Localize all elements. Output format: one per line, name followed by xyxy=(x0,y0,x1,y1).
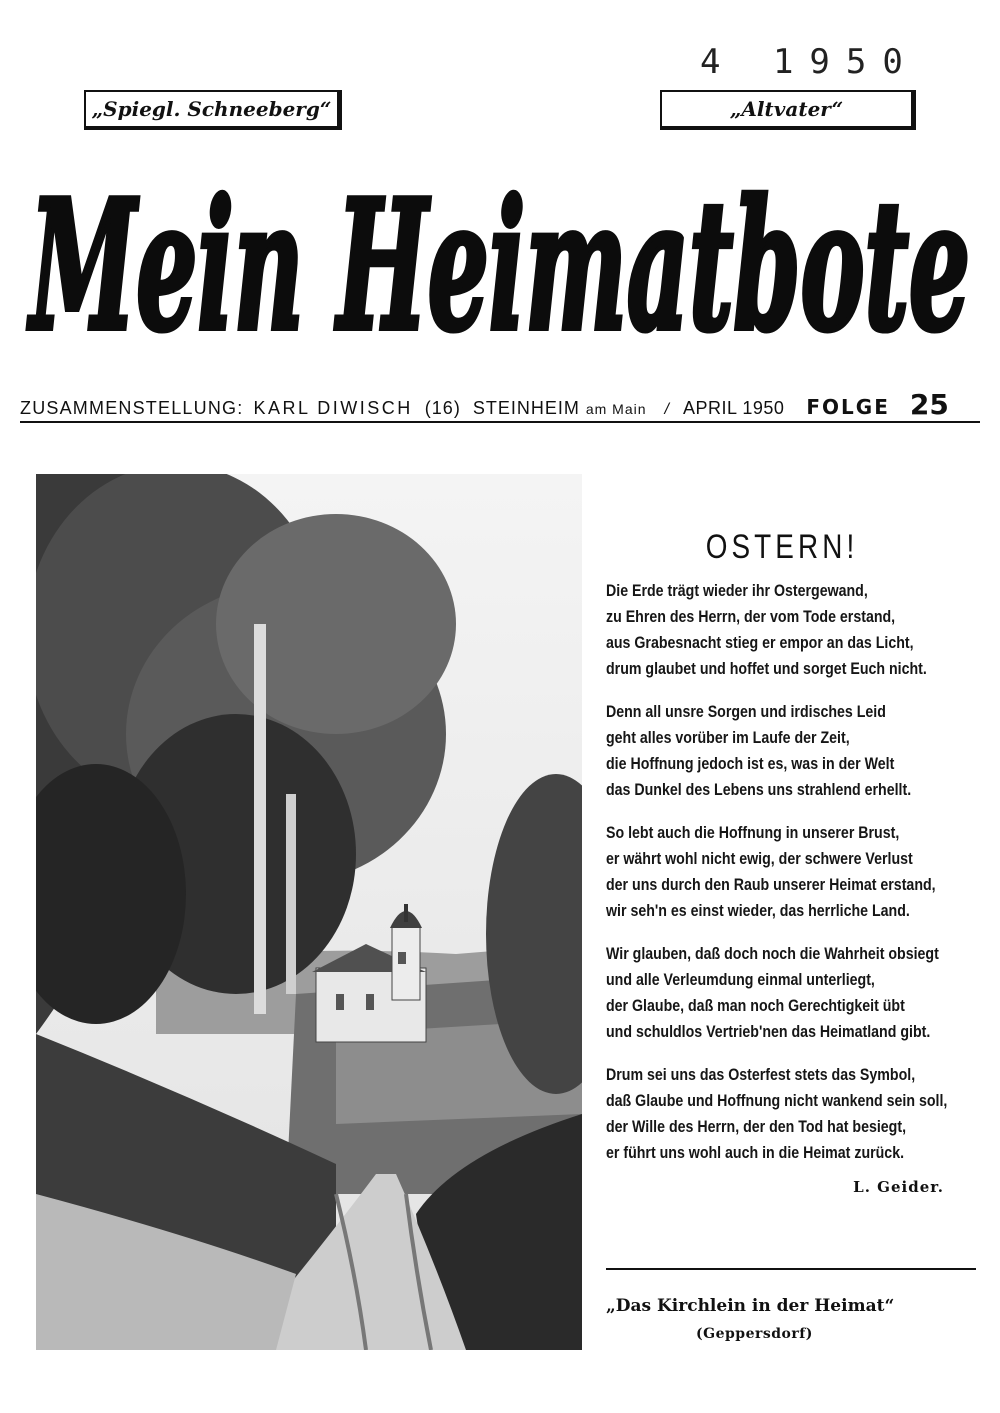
church-photograph xyxy=(36,474,582,1350)
poem-line: wir seh'n es einst wieder, das herrliche Land. xyxy=(606,902,910,920)
poem-line: Denn all unsre Sorgen und irdisches Leid xyxy=(606,703,886,721)
poem-line: So lebt auch die Hoffnung in unserer Brust, xyxy=(606,824,900,842)
issue-label: FOLGE xyxy=(806,395,890,419)
poem-line: Die Erde trägt wieder ihr Ostergewand, xyxy=(606,582,868,600)
poem-title: OSTERN! xyxy=(705,528,859,566)
poem-line: daß Glaube und Hoffnung nicht wankend sein soll, xyxy=(606,1092,948,1110)
right-region-box: „Altvater“ xyxy=(660,90,916,130)
poem-line: er währt wohl nicht ewig, der schwere Verlust xyxy=(606,850,913,868)
poem-line: und schuldlos Vertrieb'nen das Heimatland gibt. xyxy=(606,1023,931,1041)
poem-body xyxy=(606,578,958,1183)
poem-line: Drum sei uns das Osterfest stets das Symbol, xyxy=(606,1066,916,1084)
header-rule xyxy=(20,421,980,423)
poem-stanza xyxy=(606,820,958,924)
compilation-label: ZUSAMMENSTELLUNG: xyxy=(20,398,244,418)
poem-line: das Dunkel des Lebens uns strahlend erhellt. xyxy=(606,781,912,799)
town-suffix: am Main xyxy=(585,401,647,417)
poem-stanza xyxy=(606,941,958,1045)
issue-date: APRIL 1950 xyxy=(682,398,785,418)
poem-line: und alle Verleumdung einmal unterliegt, xyxy=(606,971,875,989)
poem-line: geht alles vorüber im Laufe der Zeit, xyxy=(606,729,850,747)
photo-caption: „Das Kirchlein in der Heimat“ xyxy=(606,1296,895,1316)
poem-line: Wir glauben, daß doch noch die Wahrheit obsiegt xyxy=(606,945,939,963)
date-stamp: 4 1950 xyxy=(700,42,919,82)
poem-line: die Hoffnung jedoch ist es, was in der Welt xyxy=(606,755,895,773)
editor-name: KARL DIWISCH xyxy=(253,398,413,418)
poem-line: zu Ehren des Herrn, der vom Tode erstand, xyxy=(606,608,896,626)
masthead-text: Mein Heimatbote xyxy=(26,161,970,370)
caption-rule xyxy=(606,1268,976,1270)
poem-line: der Glaube, daß man noch Gerechtigkeit übt xyxy=(606,997,905,1015)
issue-number: 25 xyxy=(909,388,949,421)
poem-line: drum glaubet und hoffet und sorget Euch nicht. xyxy=(606,660,927,678)
poem-line: der uns durch den Raub unserer Heimat erstand, xyxy=(606,876,936,894)
poem-line: aus Grabesnacht stieg er empor an das Licht, xyxy=(606,634,914,652)
poem-line: der Wille des Herrn, der den Tod hat besiegt, xyxy=(606,1118,907,1136)
info-separator: / xyxy=(664,401,669,418)
publication-info-line xyxy=(20,388,980,420)
left-region-box: „Spiegl. Schneeberg“ xyxy=(84,90,342,130)
poem-stanza xyxy=(606,578,958,682)
poem-author: L. Geider. xyxy=(853,1178,944,1196)
town-name: STEINHEIM xyxy=(472,398,580,418)
postal-code: (16) xyxy=(424,398,461,418)
poem-line: er führt uns wohl auch in die Heimat zurück. xyxy=(606,1144,905,1162)
poem-stanza xyxy=(606,1062,958,1166)
masthead-title xyxy=(20,150,980,382)
photo-subcaption: (Geppersdorf) xyxy=(696,1326,813,1342)
poem-stanza xyxy=(606,699,958,803)
